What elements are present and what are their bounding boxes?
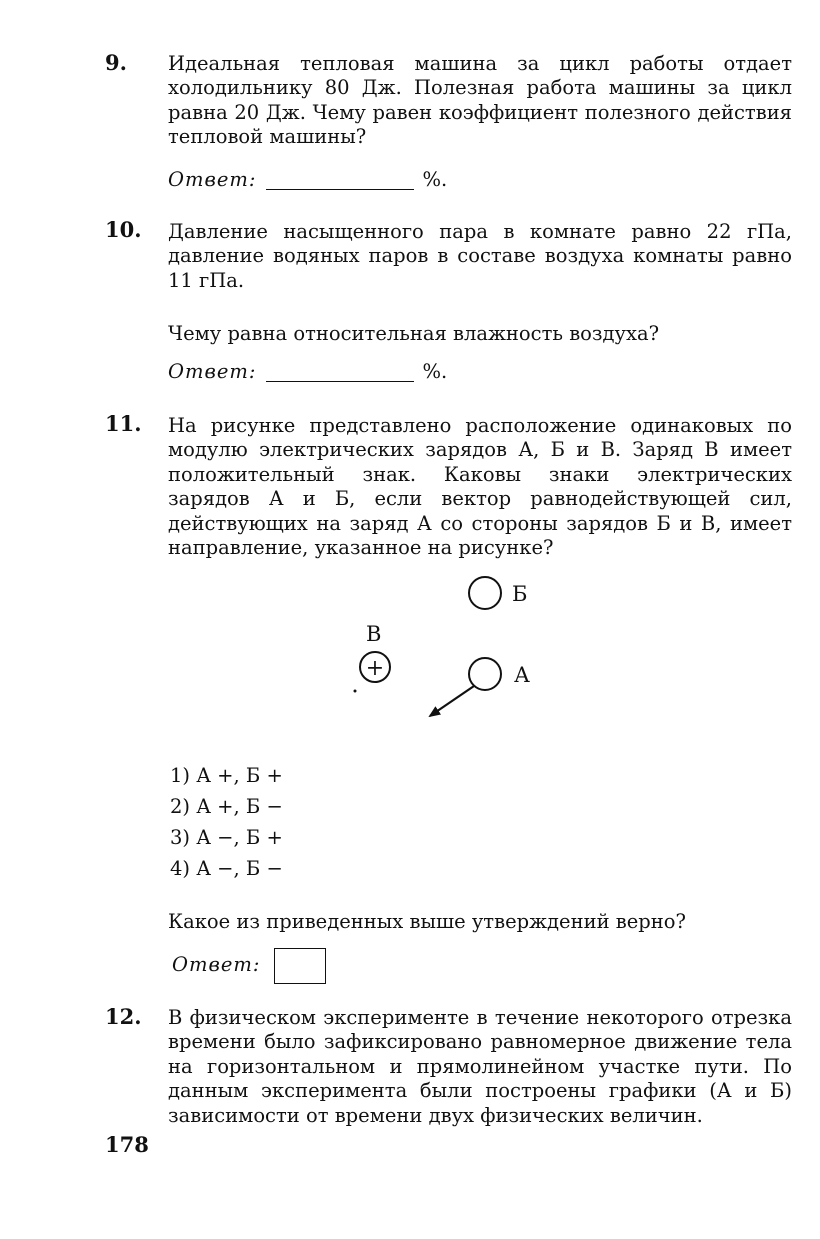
answer-label: Ответ: <box>172 953 261 976</box>
option-4: 4) А −, Б − <box>170 857 283 880</box>
page-number: 178 <box>105 1132 149 1157</box>
charge-a-circle <box>469 658 501 690</box>
question-10-text: Давление насыщенного пара в комнате равно 22 гПа, давление водяных паров в составе воздуха комнаты равно 11 гПа. <box>168 220 792 292</box>
answer-box[interactable] <box>274 948 326 984</box>
charge-v-label: В <box>366 622 382 646</box>
question-11-question: Какое из приведенных выше утверждений верно? <box>168 910 686 933</box>
answer-label: Ответ: <box>168 168 257 191</box>
charge-a-label: А <box>514 663 530 687</box>
charge-v-sign: + <box>365 656 385 681</box>
question-10-number: 10. <box>105 217 142 242</box>
resultant-force-arrow <box>430 686 474 716</box>
question-10-question: Чему равна относительная влажность воздуха? <box>168 322 660 345</box>
option-3: 3) А −, Б + <box>170 826 283 849</box>
option-1: 1) А +, Б + <box>170 764 283 787</box>
answer-label: Ответ: <box>168 360 257 383</box>
charge-b-label: Б <box>512 582 528 606</box>
question-12-text: В физическом эксперименте в течение некоторого отрезка времени было зафиксировано равномерное движение тела на горизонтальном и прямолинейном участке пути. По данным эксперимента были построены графики (А и Б) зависимости от времени двух физических величин. <box>168 1006 792 1127</box>
question-11-text: На рисунке представлено расположение одинаковых по модулю электрических зарядов А, Б и В. Заряд В имеет положительный знак. Каковы знаки электрических зарядов А и Б, если вектор равнодействующей сил, действующих на заряд А со стороны зарядов Б и В, имеет направление, указанное на рисунке? <box>168 414 792 560</box>
question-9-text: Идеальная тепловая машина за цикл работы отдает холодильнику 80 Дж. Полезная работа машины за цикл равна 20 Дж. Чему равен коэффициент полезного действия тепловой машины? <box>168 52 792 149</box>
charge-b-circle <box>469 577 501 609</box>
question-11-answer <box>172 948 326 984</box>
stray-dot <box>354 690 357 693</box>
question-12-number: 12. <box>105 1004 142 1029</box>
answer-unit: %. <box>422 360 448 383</box>
question-9-number: 9. <box>105 50 127 75</box>
question-11-number: 11. <box>105 411 142 436</box>
answer-unit: %. <box>422 168 448 191</box>
option-2: 2) А +, Б − <box>170 795 283 818</box>
